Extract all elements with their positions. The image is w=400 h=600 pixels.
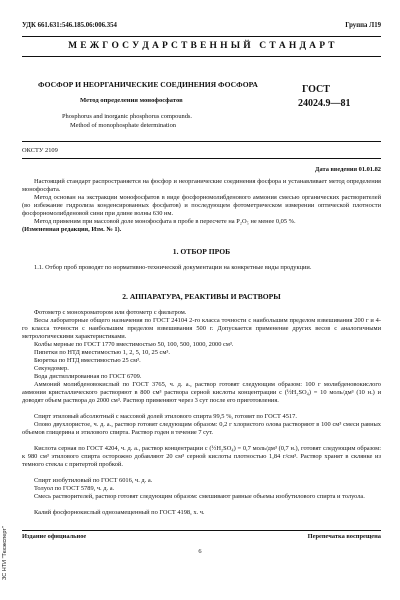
section1-title: 1. ОТБОР ПРОБ (172, 247, 231, 256)
footer-reprint: Перепечатка воспрещена (307, 533, 381, 540)
item-burette: Бюретка по НТД вместимостью 25 см³. (34, 357, 141, 364)
intro-scope: Настоящий стандарт распространяется на фосфор и неорганические соединения фосфора и устанавливает метод определения монофосфата. (22, 178, 381, 193)
item-flasks: Колбы мерные по ГОСТ 1770 вместимостью 50, 100, 500, 1000, 2000 см³. (34, 341, 234, 348)
item-stopwatch: Секундомер. (34, 365, 69, 372)
side-stamp-text: ЗС НТИ "Техэксперт" (2, 526, 8, 580)
group-code: Группа Л19 (345, 22, 381, 29)
item-ethanol: Спирт этиловый абсолютный с массовой долей этилового спирта 99,5 %, готовят по ГОСТ 4517. (34, 413, 297, 420)
banner-rule (22, 56, 381, 57)
footer-rule (22, 530, 381, 531)
okstu-rule-top (22, 141, 381, 142)
item-sulfuric-acid: Кислота серная по ГОСТ 4204, ч. д. а., раствор концентрации с (½H₂SO₄) = 0,7 моль/дм³ (0,7 н.), готовят следующим образом: к 980 см³ этилового спирта осторожно добавляют 20 см³ серной кислоты плотностью 1,84 г/см³. Раствор хранят в склянке из темного стекла с притертой пробкой. (22, 445, 381, 468)
introduction-date: Дата введения 01.01.82 (315, 166, 381, 173)
title-en-main: Phosphorus and inorganic phosphorus compounds. (62, 113, 192, 120)
standard-banner: М Е Ж Г О С У Д А Р С Т В Е Н Н Ы Й С Т А Н Д А Р Т (68, 41, 335, 51)
item-potassium-phosphate: Калий фосфорнокислый однозамещенный по ГОСТ 4198, х. ч. (34, 509, 205, 516)
title-en-sub: Method of monophosphate determination (70, 122, 176, 129)
intro-method: Метод основан на экстракции монофосфатов в виде фосфорномолибденового аммония смесью органических растворителей (во избежание гидролиза конденсированных фосфатов) и последующем фотометрическом измерении оптической плотности фосфорномолибденовой сини при длине волны 630 нм. (22, 194, 381, 217)
footer-official: Издание официальное (22, 533, 87, 540)
item-scales: Весы лабораторные общего назначения по ГОСТ 24104 2-го класса точности с наибольшим пределом взвешивания 200 г и 4-го класса точности с наибольшим пределом взвешивания 500 г. Допускается применение других весов с аналогичными метрологическими характеристиками. (22, 317, 381, 340)
page-number: 6 (198, 548, 202, 555)
item-tin-chloride: Олово двухлористое, ч. д. а., раствор готовят следующим образом: 0,2 г хлористого олова растворяют в 100 см³ смеси равных объемов глицерина и этилового спирта. Раствор годен в течение 7 сут. (22, 421, 381, 436)
udk-code: УДК 661.631:546.185.06:006.354 (22, 22, 117, 29)
top-rule (22, 36, 381, 37)
gost-number: 24024.9—81 (298, 98, 351, 109)
okstu-rule-bottom (22, 158, 381, 159)
intro-amendment: (Измененная редакция, Изм. № 1). (22, 226, 122, 233)
item-water: Вода дистиллированная по ГОСТ 6709. (34, 373, 142, 380)
side-stamp (2, 470, 12, 580)
section2-title: 2. АППАРАТУРА, РЕАКТИВЫ И РАСТВОРЫ (122, 292, 281, 301)
gost-label: ГОСТ (302, 84, 330, 95)
item-ammonium-molybdate: Аммоний молибденовокислый по ГОСТ 3765, ч. д. а., раствор готовят следующим образом: 100 г молибденовокислого аммония кристаллического растворяют в 800 см³ раствора серной кислоты концентрации с (½H₂SO₄) = 10 моль/дм³ (10 н.) и доводят объем раствора до 2000 см³. Раствор применяют через 3 сут после его приготовления. (22, 381, 381, 404)
okstu-code: ОКСТУ 2109 (22, 147, 58, 154)
title-ru-sub: Метод определения монофосфатов (80, 97, 183, 104)
item-photometer: Фотометр с монохроматором или фотометр с фильтром. (34, 309, 187, 316)
item-isobutanol: Спирт изобутиловый по ГОСТ 6016, ч. д. а. (34, 477, 153, 484)
item-toluene: Толуол по ГОСТ 5789, ч. д. а. (34, 485, 115, 492)
title-ru-main: ФОСФОР И НЕОРГАНИЧЕСКИЕ СОЕДИНЕНИЯ ФОСФОРА (38, 80, 258, 89)
item-pipettes: Пипетки по НТД вместимостью 1, 2, 5, 10, 25 см³. (34, 349, 170, 356)
intro-applicability: Метод применим при массовой доле монофосфата в пробе в пересчете на P₂O₅ не менее 0,05 %. (34, 218, 296, 225)
item-solvent-mix: Смесь растворителей, раствор готовят следующим образом: смешивают равные объемы изобутилового спирта и толуола. (34, 493, 365, 500)
section1-text: 1.1. Отбор проб проводят по нормативно-технической документации на конкретные виды продукции. (34, 264, 312, 271)
